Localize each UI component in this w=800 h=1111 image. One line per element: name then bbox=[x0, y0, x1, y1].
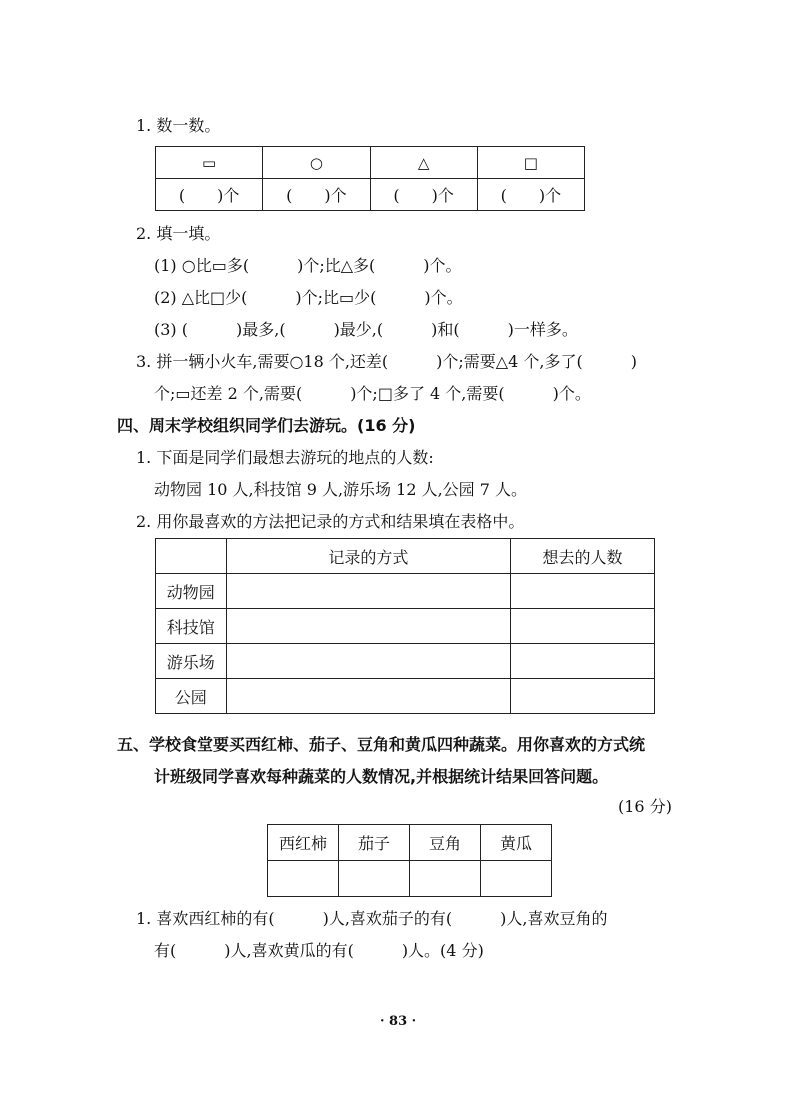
circle-count-blank[interactable]: ( )个 bbox=[263, 179, 370, 211]
square-icon: □ bbox=[477, 147, 584, 179]
cucumber-cell[interactable] bbox=[481, 861, 552, 897]
section5-points: (16 分) bbox=[618, 797, 672, 816]
section5-heading-line2: 计班级同学喜欢每种蔬菜的人数情况,并根据统计结果回答问题。 bbox=[154, 767, 609, 786]
eggplant-header: 茄子 bbox=[339, 825, 410, 861]
count-cell[interactable] bbox=[511, 679, 655, 714]
q2-part2[interactable]: (2) △比□少( )个;比▭少( )个。 bbox=[154, 288, 463, 307]
row-label-park: 公园 bbox=[156, 679, 227, 714]
count-cell[interactable] bbox=[511, 574, 655, 609]
s4-q1-line2: 动物园 10 人,科技馆 9 人,游乐场 12 人,公园 7 人。 bbox=[154, 480, 528, 499]
record-table-corner bbox=[156, 539, 227, 574]
eggplant-cell[interactable] bbox=[339, 861, 410, 897]
q2-part1[interactable]: (1) ○比▭多( )个;比△多( )个。 bbox=[154, 256, 462, 275]
rectangle-icon: ▭ bbox=[156, 147, 263, 179]
q2-title: 2. 填一填。 bbox=[136, 224, 221, 243]
page-number: · 83 · bbox=[380, 1014, 417, 1029]
record-method-header: 记录的方式 bbox=[226, 539, 511, 574]
q2-part3[interactable]: (3) ( )最多,( )最少,( )和( )一样多。 bbox=[154, 320, 578, 339]
s5-q1-line2[interactable]: 有( )人,喜欢黄瓜的有( )人。(4 分) bbox=[154, 941, 484, 960]
q3-line2[interactable]: 个;▭还差 2 个,需要( )个;□多了 4 个,需要( )个。 bbox=[154, 384, 591, 403]
record-cell[interactable] bbox=[226, 609, 511, 644]
green-bean-cell[interactable] bbox=[410, 861, 481, 897]
tomato-cell[interactable] bbox=[268, 861, 339, 897]
count-cell[interactable] bbox=[511, 609, 655, 644]
section5-heading-line1: 五、学校食堂要买西红柿、茄子、豆角和黄瓜四种蔬菜。用你喜欢的方式统 bbox=[117, 735, 646, 754]
record-cell[interactable] bbox=[226, 574, 511, 609]
shape-count-table bbox=[155, 146, 585, 211]
section4-heading: 四、周末学校组织同学们去游玩。(16 分) bbox=[117, 416, 416, 435]
vegetable-table bbox=[267, 824, 552, 897]
count-header: 想去的人数 bbox=[511, 539, 655, 574]
q3-line1[interactable]: 3. 拼一辆小火车,需要○18 个,还差( )个;需要△4 个,多了( ) bbox=[136, 352, 637, 371]
count-cell[interactable] bbox=[511, 644, 655, 679]
cucumber-header: 黄瓜 bbox=[481, 825, 552, 861]
triangle-icon: △ bbox=[370, 147, 477, 179]
record-cell[interactable] bbox=[226, 644, 511, 679]
triangle-count-blank[interactable]: ( )个 bbox=[370, 179, 477, 211]
row-label-amusement-park: 游乐场 bbox=[156, 644, 227, 679]
square-count-blank[interactable]: ( )个 bbox=[477, 179, 584, 211]
s4-q1-line1: 1. 下面是同学们最想去游玩的地点的人数: bbox=[136, 448, 434, 467]
record-cell[interactable] bbox=[226, 679, 511, 714]
rectangle-count-blank[interactable]: ( )个 bbox=[156, 179, 263, 211]
s5-q1-line1[interactable]: 1. 喜欢西红柿的有( )人,喜欢茄子的有( )人,喜欢豆角的 bbox=[136, 909, 608, 928]
s4-q2: 2. 用你最喜欢的方法把记录的方式和结果填在表格中。 bbox=[136, 512, 525, 531]
green-bean-header: 豆角 bbox=[410, 825, 481, 861]
row-label-zoo: 动物园 bbox=[156, 574, 227, 609]
q1-title: 1. 数一数。 bbox=[136, 116, 221, 135]
tomato-header: 西红柿 bbox=[268, 825, 339, 861]
circle-icon: ○ bbox=[263, 147, 370, 179]
record-table bbox=[155, 538, 655, 714]
row-label-science-museum: 科技馆 bbox=[156, 609, 227, 644]
